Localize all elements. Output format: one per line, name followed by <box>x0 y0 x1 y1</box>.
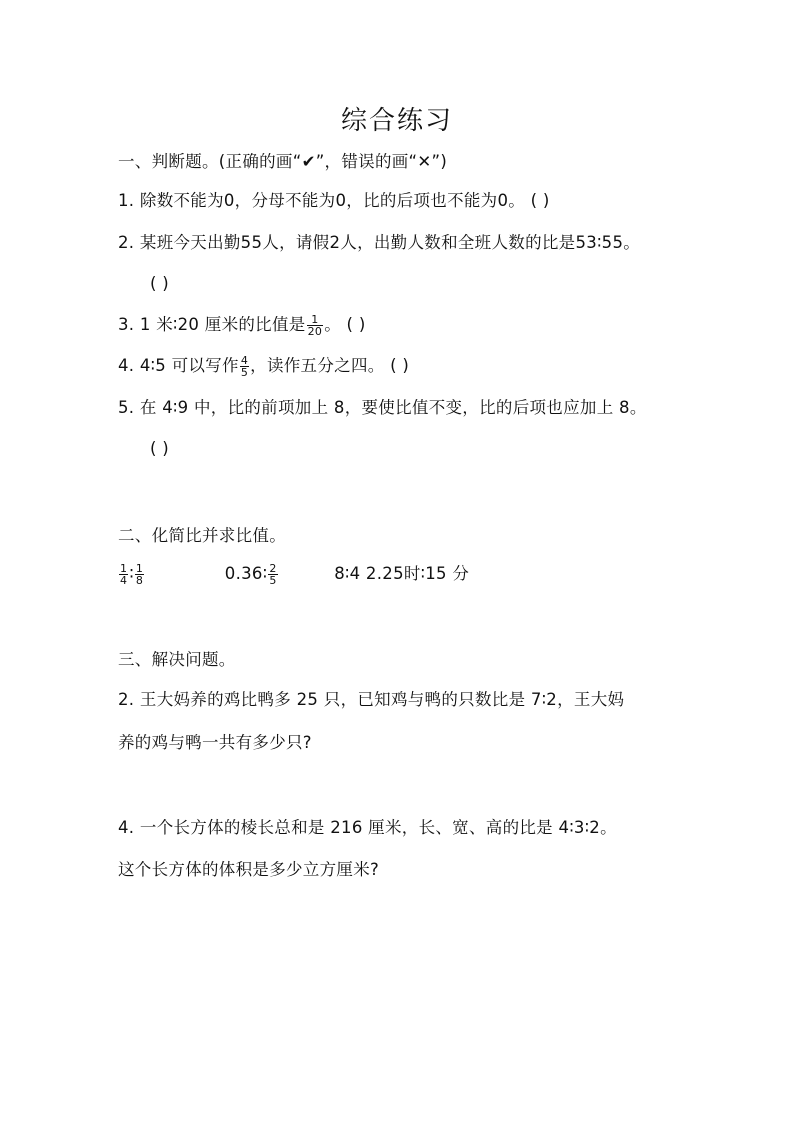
section2-heading: 二、化简比并求比值。 <box>118 526 286 545</box>
section1-heading: 一、判断题。(正确的画“✔”，错误的画“✕”) <box>118 152 448 171</box>
problem-4-line2: 这个长方体的体积是多少立方厘米? <box>118 860 380 879</box>
question-1-2-blank: ( ) <box>150 274 170 293</box>
question-1-2: 2. 某班今天出勤55人，请假2人，出勤人数和全班人数的比是53∶55。 <box>118 233 641 252</box>
question-1-5-blank: ( ) <box>150 439 170 458</box>
problem-2-line2: 养的鸡与鸭一共有多少只? <box>118 733 312 752</box>
ratio-sign: ∶ <box>129 564 134 583</box>
problem-2-line1: 2. 王大妈养的鸡比鸭多 25 只，已知鸡与鸭的只数比是 7∶2，王大妈 <box>118 690 625 709</box>
question-1-4-rest: ，读作五分之四。 ( ) <box>250 356 410 375</box>
fraction-denominator: 5 <box>240 366 249 379</box>
question-1-3-text: 3. 1 米∶20 厘米的比值是 <box>118 315 306 334</box>
fraction-4-5 <box>240 355 249 378</box>
fraction-denominator: 5 <box>269 574 277 587</box>
exercise-row <box>118 562 469 586</box>
fraction-numerator: 1 <box>120 562 128 575</box>
fraction-1-8 <box>135 563 144 586</box>
fraction-numerator: 1 <box>135 562 144 575</box>
page-title: 综合练习 <box>340 106 453 136</box>
fraction-denominator: 20 <box>307 325 323 338</box>
question-1-3-blank: 。 ( ) <box>324 315 366 334</box>
section3-heading: 三、解决问题。 <box>118 650 236 669</box>
fraction-denominator: 8 <box>135 574 144 587</box>
question-1-4-text: 4. 4∶5 可以写作 <box>118 356 239 375</box>
fraction-1-4 <box>119 563 128 586</box>
exercise-3-text: 8∶4 2.25时∶15 分 <box>334 564 470 583</box>
fraction-1-20 <box>307 314 324 337</box>
fraction-numerator: 1 <box>307 314 324 326</box>
fraction-numerator: 4 <box>240 354 249 367</box>
fraction-2-5 <box>268 563 277 586</box>
fraction-numerator: 2 <box>269 562 277 575</box>
question-1-5: 5. 在 4∶9 中，比的前项加上 8，要使比值不变，比的后项也应加上 8。 <box>118 398 647 417</box>
exercise-2-text: 0.36∶ <box>224 564 268 583</box>
problem-4-line1: 4. 一个长方体的棱长总和是 216 厘米，长、宽、高的比是 4∶3∶2。 <box>118 818 617 837</box>
question-1-4 <box>118 354 409 378</box>
question-1-1: 1. 除数不能为0，分母不能为0，比的后项也不能为0。 ( ) <box>118 191 550 210</box>
fraction-denominator: 4 <box>120 574 128 587</box>
question-1-3 <box>118 313 366 337</box>
